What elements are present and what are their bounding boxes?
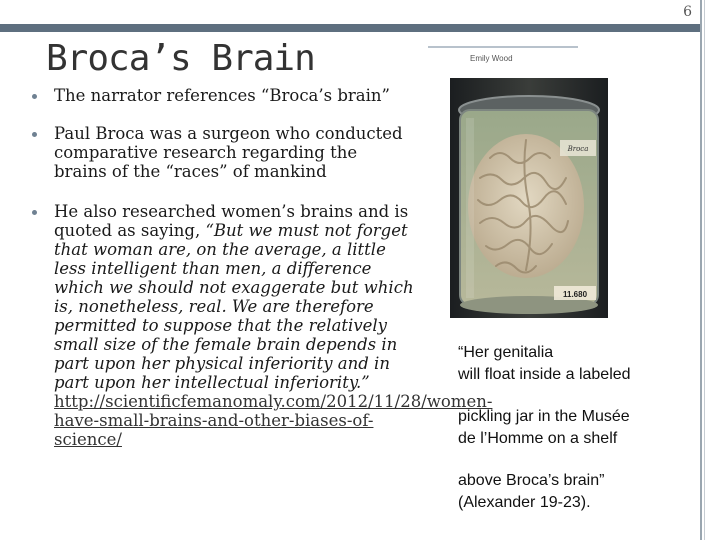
bullet-lead-text: He also researched women’s brains and is quoted as saying, xyxy=(54,202,409,240)
bullet-text: Paul Broca was a surgeon who conducted comparative research regarding the brains of the “races” of mankind xyxy=(54,124,403,181)
source-link[interactable]: http://scientificfemanomaly.com/2012/11/28/women-have-small-brains-and-other-biases-of-science/ xyxy=(54,392,493,449)
bullet-dot xyxy=(32,210,37,215)
brain-jar-image xyxy=(450,78,608,318)
caption-line: above Broca’s brain” xyxy=(458,472,605,489)
slide-title: Broca’s Brain xyxy=(46,38,315,79)
page-number: 6 xyxy=(683,4,692,20)
bullet-item xyxy=(30,86,415,105)
caption-line: (Alexander 19-23). xyxy=(458,494,591,511)
jar-label-top: Broca xyxy=(567,145,589,153)
top-accent-bar xyxy=(0,24,700,32)
bullet-item xyxy=(30,124,415,181)
bullet-list xyxy=(30,86,493,449)
caption-line: will float inside a labeled xyxy=(458,366,631,383)
bullet-item xyxy=(30,202,493,449)
jar-label-bottom: 11.680 xyxy=(562,290,588,299)
bullet-text: The narrator references “Broca’s brain” xyxy=(54,86,390,105)
broca-quote: “But we must not forget that woman are, on the average, a little less intelligent than men, a difference which we should not exaggerate but which is, nonetheless, real. We are therefore permitted to suppose that the relatively small size of the female brain depends in part upon her physical inferiority and in part upon her intellectual inferiority.” xyxy=(54,221,414,392)
caption-line: de l’Homme on a shelf xyxy=(458,430,618,447)
bullet-dot xyxy=(32,94,37,99)
right-edge-rule xyxy=(700,0,702,540)
caption-line: “Her genitalia xyxy=(458,344,554,361)
right-edge-rule-thin xyxy=(704,0,705,540)
bullet-dot xyxy=(32,132,37,137)
brain-jar-photo xyxy=(450,78,608,318)
author-name: Emily Wood xyxy=(470,54,513,63)
caption-line: pickling jar in the Musée xyxy=(458,408,630,425)
image-caption xyxy=(458,342,688,514)
author-divider xyxy=(428,46,578,48)
